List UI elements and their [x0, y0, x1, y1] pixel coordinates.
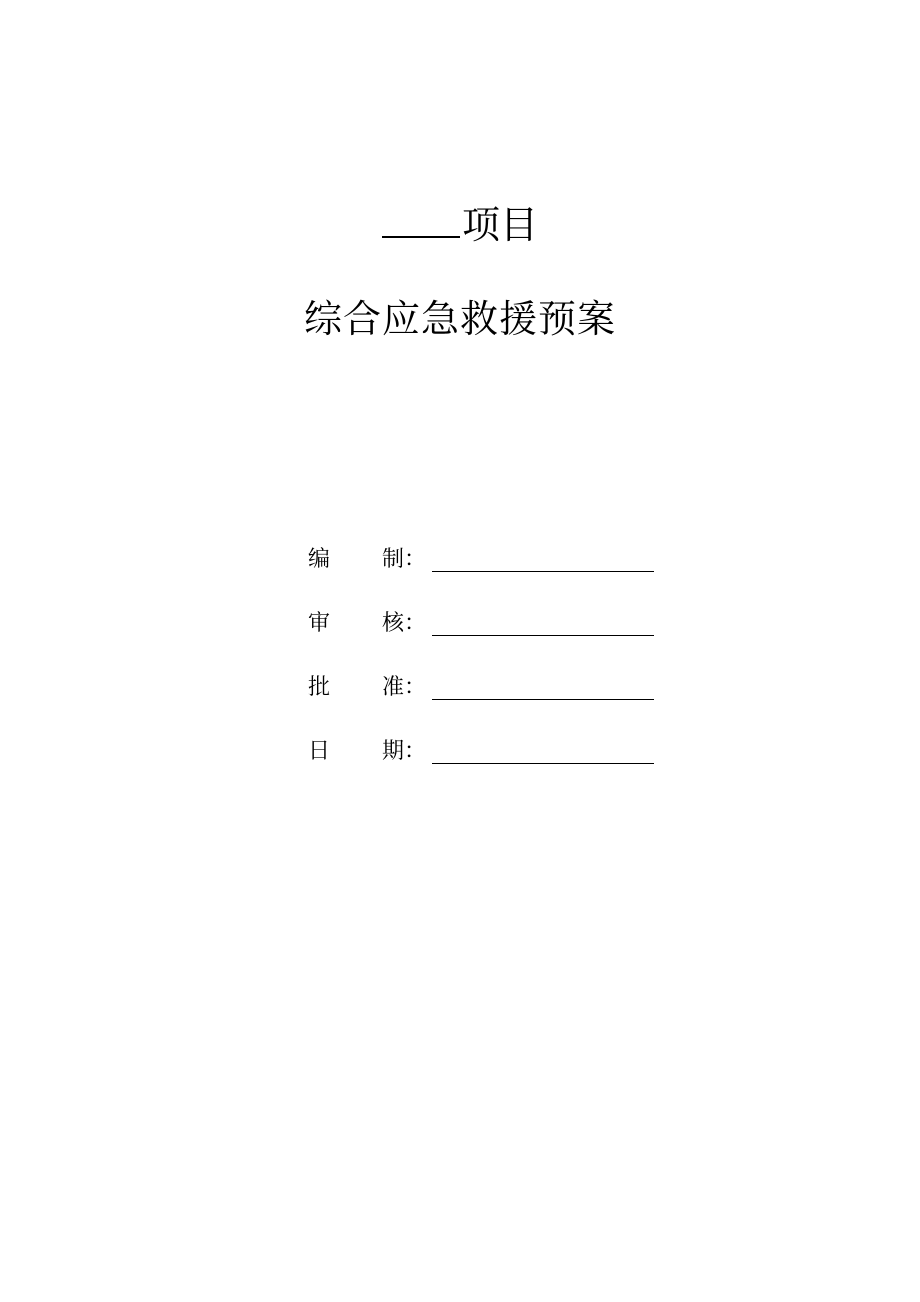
project-name-blank — [382, 200, 460, 238]
signoff-label-char2: 准： — [382, 675, 427, 700]
signoff-label-char2: 期： — [382, 739, 427, 764]
signoff-blank-line — [432, 571, 654, 572]
signoff-blank-line — [432, 763, 654, 764]
signoff-row-compile — [308, 543, 668, 607]
signoff-blank-line — [432, 635, 654, 636]
signoff-label-char1: 编 — [308, 547, 331, 572]
signoff-label-char2: 核： — [382, 611, 427, 636]
project-title-text: 项目 — [461, 203, 538, 247]
signoff-label-char1: 日 — [308, 739, 331, 764]
signoff-row-date — [308, 735, 668, 799]
signoff-row-approve — [308, 671, 668, 735]
signoff-blank-line — [432, 699, 654, 700]
plan-title: 综合应急救援预案 — [303, 297, 616, 341]
signoff-label-char1: 审 — [308, 611, 331, 636]
project-title — [0, 200, 920, 247]
signoff-block — [308, 543, 668, 799]
signoff-row-review — [308, 607, 668, 671]
signoff-label-char1: 批 — [308, 675, 331, 700]
signoff-label-char2: 制： — [382, 547, 427, 572]
